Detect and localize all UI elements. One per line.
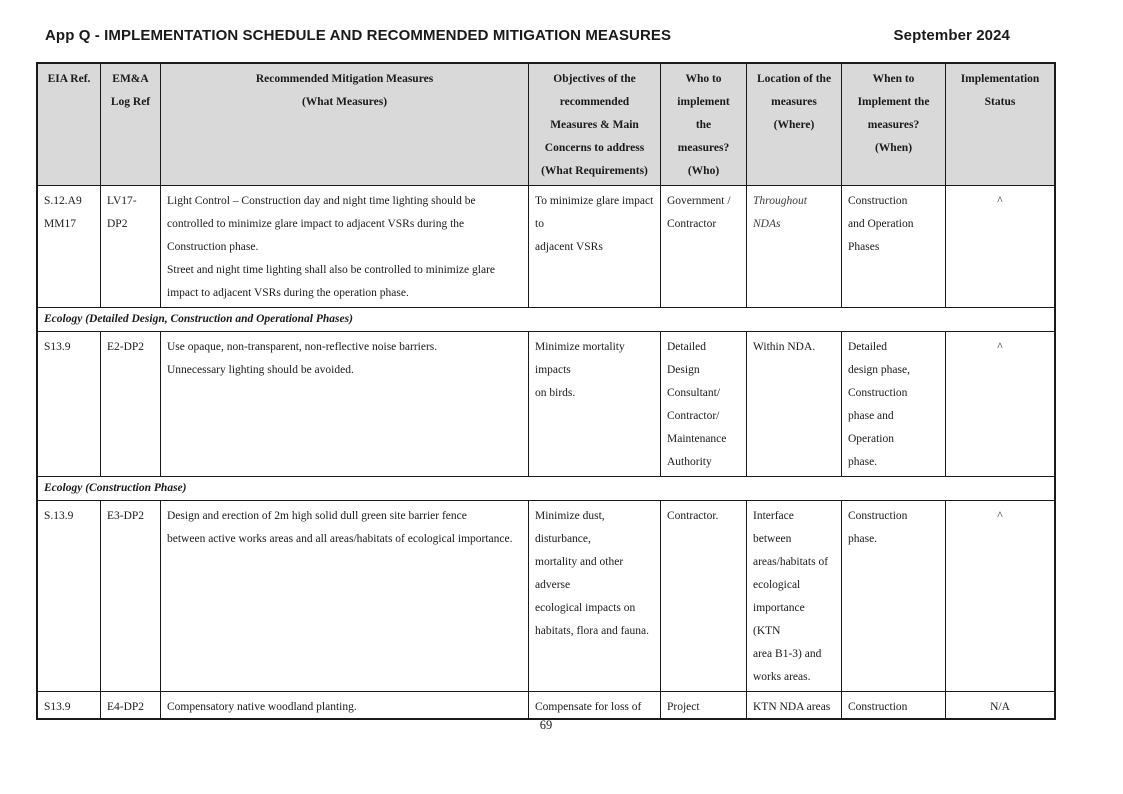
- text-line: To minimize glare impact: [535, 195, 654, 207]
- table-row: [38, 692, 1054, 718]
- cell-location: [747, 332, 842, 476]
- text-line: phase and: [848, 410, 894, 422]
- cell-objectives: [529, 186, 661, 307]
- text-line: to: [535, 218, 544, 230]
- cell-ema-log-ref: [101, 332, 161, 476]
- page-title: App Q - IMPLEMENTATION SCHEDULE AND RECOMMENDED MITIGATION MEASURES: [45, 27, 672, 44]
- cell-when: [842, 692, 946, 718]
- cell-location: [747, 501, 842, 691]
- text-line: DP2: [107, 218, 128, 230]
- text-line: Construction: [848, 195, 908, 207]
- text-line: Measures & Main: [550, 119, 639, 131]
- text-line: Throughout: [753, 195, 807, 207]
- text-line: Construction: [848, 701, 908, 713]
- text-line: Construction: [848, 387, 908, 399]
- text-line: N/A: [990, 701, 1010, 713]
- column-header-who: [661, 64, 747, 185]
- text-line: and Operation: [848, 218, 914, 230]
- text-line: S13.9: [44, 701, 71, 713]
- text-line: phase.: [848, 533, 878, 545]
- section-header-label: Ecology (Construction Phase): [44, 482, 187, 494]
- text-line: impacts: [535, 364, 571, 376]
- text-line: Concerns to address: [544, 142, 645, 154]
- text-line: Authority: [667, 456, 712, 468]
- text-line: measures: [771, 96, 817, 108]
- cell-eia-ref: [38, 692, 101, 718]
- date-label: September 2024: [893, 27, 1010, 44]
- text-line: impact to adjacent VSRs during the operation phase.: [167, 287, 409, 299]
- text-line: Compensate for loss of: [535, 701, 642, 713]
- text-line: Phases: [848, 241, 880, 253]
- text-line: ecological impacts on: [535, 602, 636, 614]
- text-line: S.13.9: [44, 510, 74, 522]
- section-header-label: Ecology (Detailed Design, Construction and Operational Phases): [44, 313, 353, 325]
- column-header-location: [747, 64, 842, 185]
- text-line: Objectives of the: [553, 73, 636, 85]
- text-line: Detailed: [667, 341, 706, 353]
- text-line: Who to: [685, 73, 722, 85]
- text-line: Contractor.: [667, 510, 719, 522]
- text-line: implement: [677, 96, 730, 108]
- text-line: measures?: [867, 119, 920, 131]
- cell-who: [661, 332, 747, 476]
- text-line: Status: [984, 96, 1016, 108]
- text-line: ^: [997, 195, 1003, 207]
- text-line: Use opaque, non-transparent, non-reflective noise barriers.: [167, 341, 438, 353]
- text-line: works areas.: [753, 671, 811, 683]
- cell-status: [946, 501, 1054, 691]
- text-line: Implementation: [960, 73, 1040, 85]
- text-line: areas/habitats of: [753, 556, 829, 568]
- cell-eia-ref: [38, 332, 101, 476]
- text-line: (KTN: [753, 625, 781, 637]
- cell-ema-log-ref: [101, 186, 161, 307]
- cell-who: [661, 501, 747, 691]
- text-line: Implement the: [857, 96, 930, 108]
- cell-measures: [161, 501, 529, 691]
- table-row: [38, 186, 1054, 308]
- text-line: (What Measures): [301, 96, 388, 108]
- text-line: mortality and other: [535, 556, 624, 568]
- page-number: 69: [539, 718, 553, 732]
- text-line: measures?: [677, 142, 730, 154]
- text-line: Detailed: [848, 341, 887, 353]
- text-line: (What Requirements): [541, 165, 648, 177]
- cell-measures: [161, 692, 529, 718]
- cell-when: [842, 501, 946, 691]
- text-line: ecological: [753, 579, 801, 591]
- text-line: adverse: [535, 579, 571, 591]
- text-line: LV17-: [107, 195, 137, 207]
- cell-when: [842, 332, 946, 476]
- text-line: Minimize dust,: [535, 510, 605, 522]
- text-line: Consultant/: [667, 387, 721, 399]
- text-line: Maintenance: [667, 433, 727, 445]
- cell-ema-log-ref: [101, 692, 161, 718]
- column-header-when: [842, 64, 946, 185]
- text-line: Location of the: [756, 73, 832, 85]
- column-header-measures: [161, 64, 529, 185]
- text-line: When to: [872, 73, 915, 85]
- text-line: Log Ref: [110, 96, 151, 108]
- text-line: E2-DP2: [107, 341, 145, 353]
- text-line: Within NDA.: [753, 341, 816, 353]
- cell-eia-ref: [38, 186, 101, 307]
- cell-who: [661, 692, 747, 718]
- text-line: the: [695, 119, 712, 131]
- text-line: KTN NDA areas: [753, 701, 831, 713]
- text-line: Government /: [667, 195, 731, 207]
- text-line: Street and night time lighting shall also be controlled to minimize glare: [167, 264, 495, 276]
- text-line: (Who): [687, 165, 720, 177]
- text-line: controlled to minimize glare impact to adjacent VSRs during the: [167, 218, 465, 230]
- column-header-eia-ref: [38, 64, 101, 185]
- text-line: Minimize mortality: [535, 341, 625, 353]
- table-row: [38, 501, 1054, 692]
- cell-measures: [161, 186, 529, 307]
- text-line: NDAs: [753, 218, 781, 230]
- text-line: S.12.A9: [44, 195, 82, 207]
- cell-status: [946, 692, 1054, 718]
- text-line: recommended: [559, 96, 630, 108]
- text-line: S13.9: [44, 341, 71, 353]
- text-line: Compensatory native woodland planting.: [167, 701, 357, 713]
- text-line: Contractor: [667, 218, 717, 230]
- text-line: E4-DP2: [107, 701, 145, 713]
- column-header-status: [946, 64, 1054, 185]
- text-line: between active works areas and all areas/habitats of ecological importance.: [167, 533, 513, 545]
- text-line: ^: [997, 341, 1003, 353]
- cell-when: [842, 186, 946, 307]
- text-line: importance: [753, 602, 805, 614]
- text-line: ^: [997, 510, 1003, 522]
- text-line: area B1-3) and: [753, 648, 822, 660]
- text-line: Design: [667, 364, 700, 376]
- text-line: Light Control – Construction day and night time lighting should be: [167, 195, 476, 207]
- text-line: Construction: [848, 510, 908, 522]
- text-line: Interface: [753, 510, 794, 522]
- text-line: Contractor/: [667, 410, 720, 422]
- cell-ema-log-ref: [101, 501, 161, 691]
- column-header-objectives: [529, 64, 661, 185]
- text-line: (When): [874, 142, 913, 154]
- text-line: design phase,: [848, 364, 910, 376]
- text-line: (Where): [773, 119, 815, 131]
- table-row: [38, 332, 1054, 477]
- text-line: Construction phase.: [167, 241, 259, 253]
- cell-who: [661, 186, 747, 307]
- text-line: MM17: [44, 218, 76, 230]
- text-line: Operation: [848, 433, 894, 445]
- text-line: EM&A: [112, 73, 149, 85]
- cell-status: [946, 186, 1054, 307]
- cell-objectives: [529, 501, 661, 691]
- section-header-row: [38, 308, 1054, 332]
- text-line: Design and erection of 2m high solid dull green site barrier fence: [167, 510, 467, 522]
- cell-location: [747, 692, 842, 718]
- cell-measures: [161, 332, 529, 476]
- text-line: phase.: [848, 456, 878, 468]
- text-line: E3-DP2: [107, 510, 145, 522]
- cell-location: [747, 186, 842, 307]
- cell-objectives: [529, 332, 661, 476]
- cell-status: [946, 332, 1054, 476]
- table-header-row: [38, 64, 1054, 186]
- text-line: disturbance,: [535, 533, 591, 545]
- section-header-row: [38, 477, 1054, 501]
- text-line: on birds.: [535, 387, 576, 399]
- cell-objectives: [529, 692, 661, 718]
- text-line: habitats, flora and fauna.: [535, 625, 649, 637]
- text-line: Unnecessary lighting should be avoided.: [167, 364, 354, 376]
- cell-eia-ref: [38, 501, 101, 691]
- column-header-ema-log-ref: [101, 64, 161, 185]
- text-line: EIA Ref.: [47, 73, 91, 85]
- text-line: adjacent VSRs: [535, 241, 603, 253]
- text-line: between: [753, 533, 792, 545]
- text-line: Project: [667, 701, 700, 713]
- mitigation-table: [36, 62, 1056, 720]
- text-line: Recommended Mitigation Measures: [255, 73, 434, 85]
- document-header: [45, 27, 1010, 44]
